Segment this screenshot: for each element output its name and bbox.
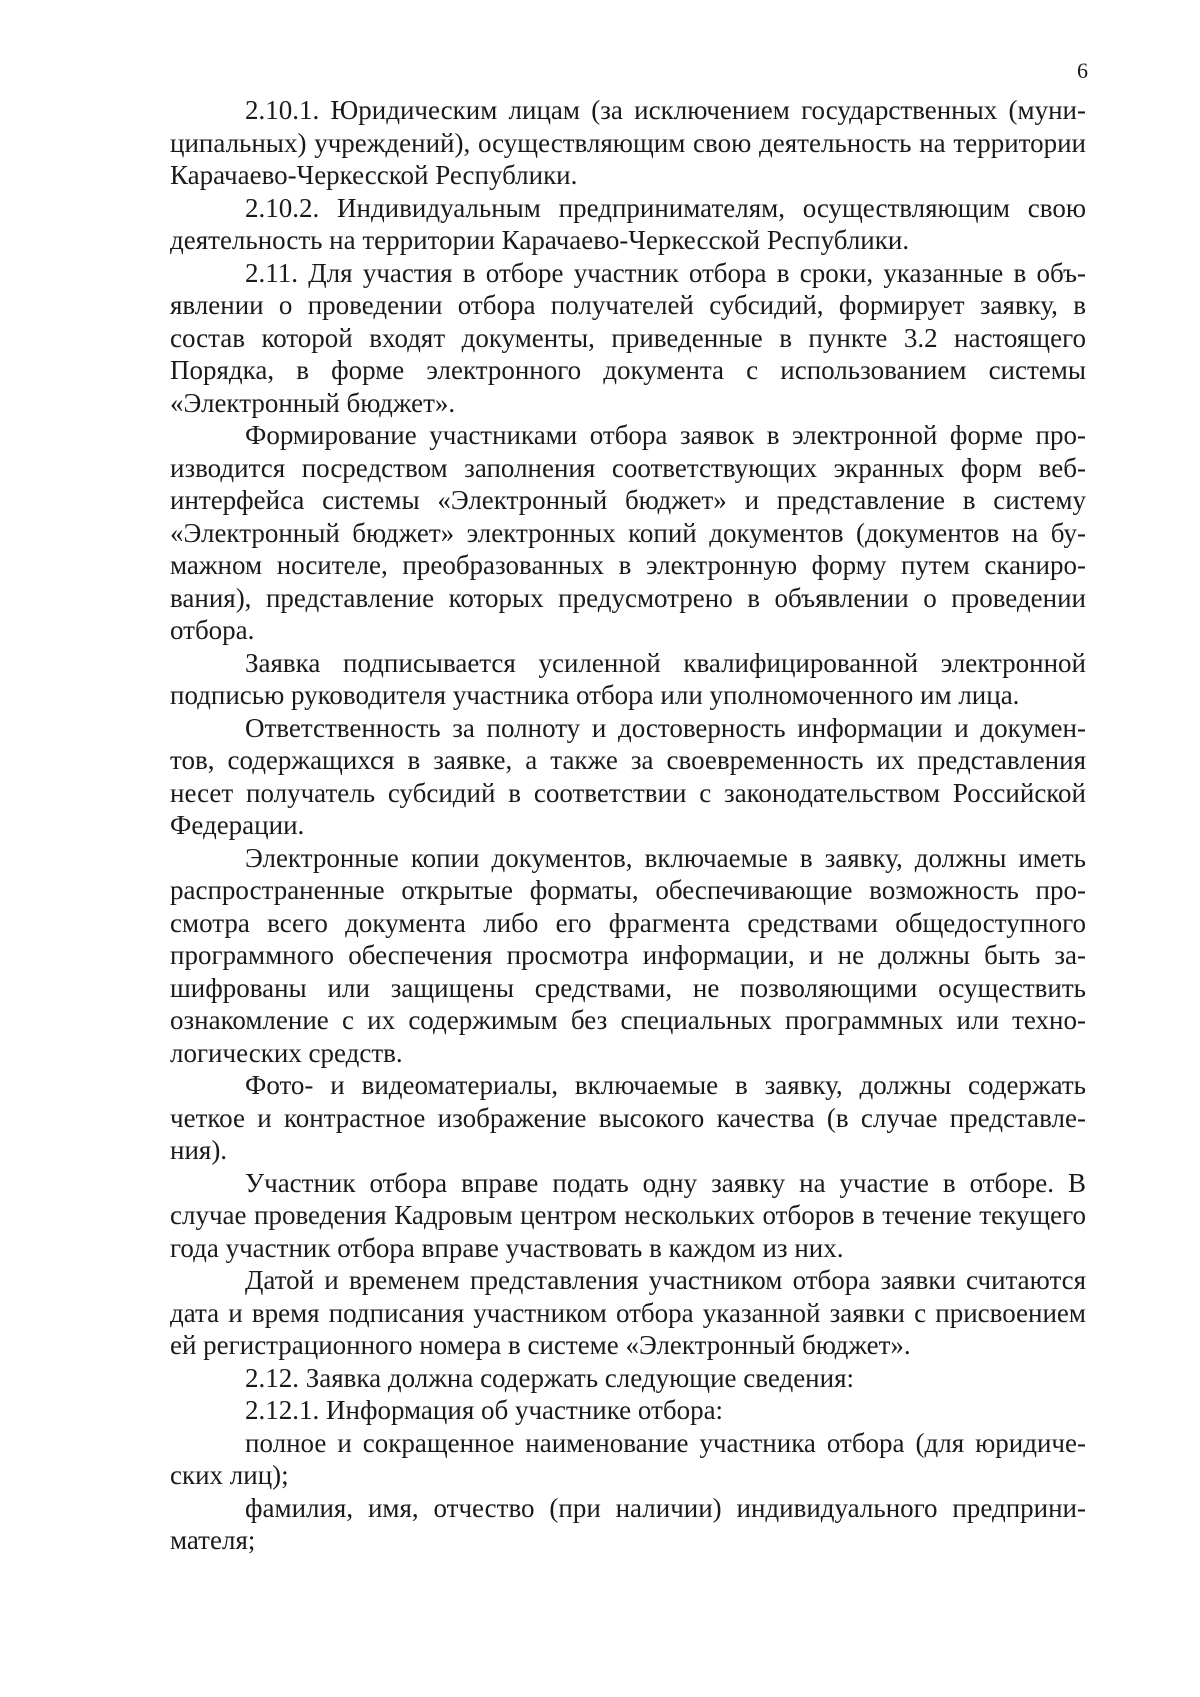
paragraph-one-application: Участник отбора вправе подать одну заявку на участие в отборе. В случае проведения Кадровым центром нескольких отборов в течение текущего года участник отбора вправе участвовать в каждом из них.: [170, 1167, 1086, 1263]
paragraph-2-10-1: 2.10.1. Юридическим лицам (за исключением государственных (муниципальных) учреждений), осуществляющим свою деятельность на территории Карачаево-Черкесской Республики.: [170, 95, 1086, 190]
page-body: [170, 94, 1086, 1557]
paragraph-full-name-legal: полное и сокращенное наименование участника отбора (для юридических лиц);: [170, 1427, 1086, 1490]
paragraph-photo-video: Фото- и видеоматериалы, включаемые в заявку, должны содержать четкое и контрастное изображение высокого качества (в случае представления).: [170, 1070, 1086, 1165]
paragraph-electronic-form: Формирование участниками отбора заявок в электронной форме производится посредством заполнения соответствующих экранных форм веб-интерфейса системы «Электронный бюджет» и представление в систему «Электронный бюджет» электронных копий документов (документов на бумажном носителе, преобразованных в электронную форму путем сканирования), представление которых предусмотрено в объявлении о проведении отбора.: [170, 420, 1086, 645]
paragraph-electronic-copies: Электронные копии документов, включаемые в заявку, должны иметь распространенные открытые форматы, обеспечивающие возможность просмотра всего документа либо его фрагмента средствами общедоступного программного обеспечения просмотра информации, и не должны быть зашифрованы или защищены средствами, не позволяющими осуществить ознакомление с их содержимым без специальных программных или технологических средств.: [170, 842, 1086, 1068]
paragraph-full-name-individual: фамилия, имя, отчество (при наличии) индивидуального предпринимателя;: [170, 1492, 1086, 1555]
paragraph-date-time: Датой и временем представления участником отбора заявки считаются дата и время подписания участником отбора указанной заявки с присвоением ей регистрационного номера в системе «Электронный бюджет».: [170, 1265, 1086, 1360]
paragraph-signature: Заявка подписывается усиленной квалифицированной электронной подписью руководителя участника отбора или уполномоченного им лица.: [170, 647, 1086, 710]
paragraph-2-11: 2.11. Для участия в отборе участник отбора в сроки, указанные в объявлении о проведении отбора получателей субсидий, формирует заявку, в состав которой входят документы, приведенные в пункте 3.2 настоящего Порядка, в форме электронного документа с использованием системы «Электронный бюджет».: [170, 257, 1086, 418]
paragraph-2-10-2: 2.10.2. Индивидуальным предпринимателям, осуществляющим свою деятельность на территории Карачаево-Черкесской Республики.: [170, 192, 1086, 255]
paragraph-2-12: 2.12. Заявка должна содержать следующие сведения:: [245, 1362, 855, 1393]
paragraph-responsibility: Ответственность за полноту и достоверность информации и документов, содержащихся в заявке, а также за своевременность их представления несет получатель субсидий в соответствии с законодательством Российской Федерации.: [170, 712, 1086, 840]
page-number: 6: [1077, 58, 1088, 83]
paragraph-2-12-1: 2.12.1. Информация об участнике отбора:: [245, 1395, 724, 1425]
